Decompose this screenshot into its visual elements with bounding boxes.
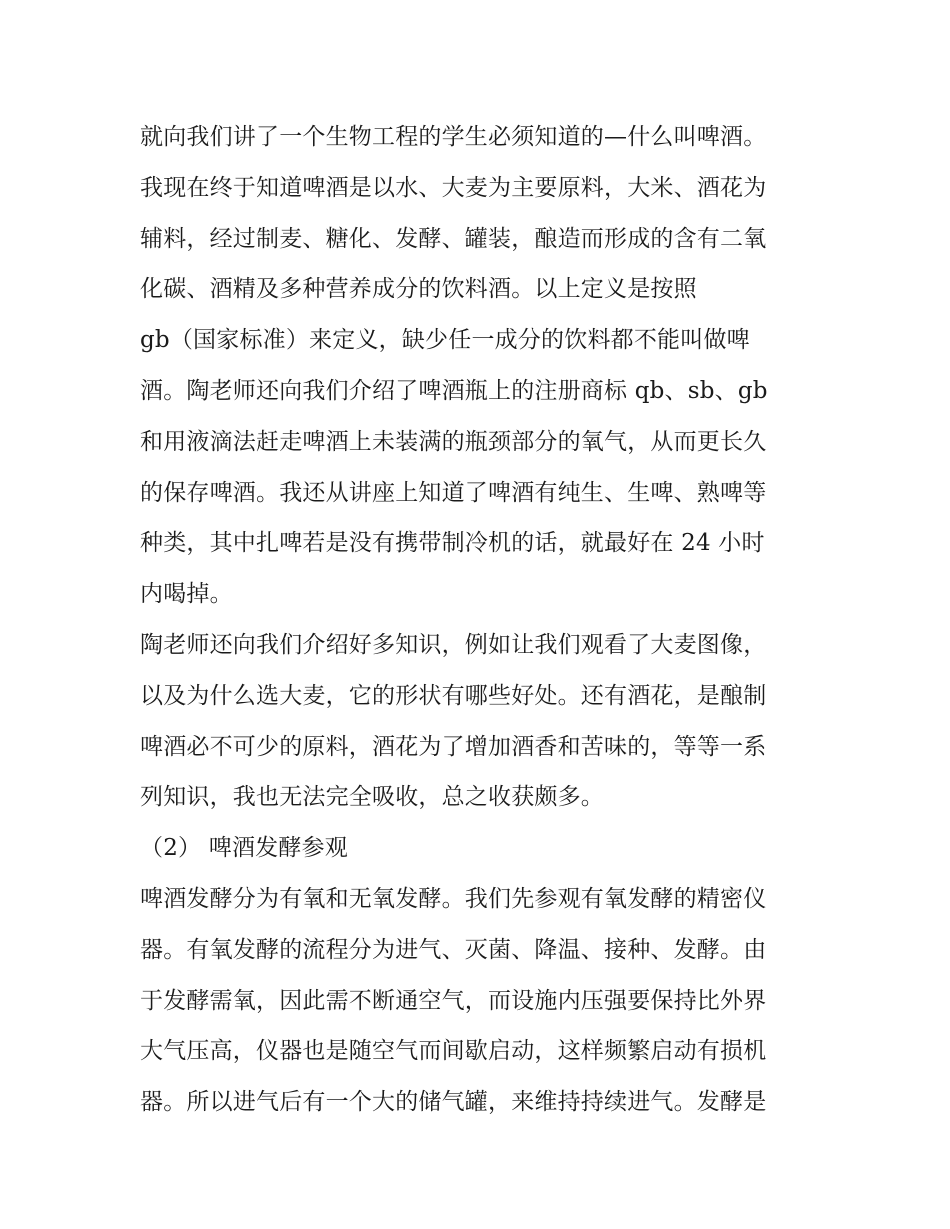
text-line: 种类，其中扎啤若是没有携带制冷机的话，就最好在 24 小时 [140, 530, 765, 557]
text-line: gb（国家标准）来定义，缺少任一成分的饮料都不能叫做啤 [140, 327, 750, 354]
text-line: 就向我们讲了一个生物工程的学生必须知道的—什么叫啤酒。 [140, 124, 767, 150]
text-line: 列知识，我也无法完全吸收，总之收获颇多。 [140, 784, 604, 811]
text-line: 于发酵需氧，因此需不断通空气，而设施内压强要保持比外界 [140, 987, 767, 1014]
text-line: 啤酒必不可少的原料，酒花为了增加酒香和苦味的，等等一系 [140, 733, 767, 760]
text-line: 酒。陶老师还向我们介绍了啤酒瓶上的注册商标 qb、sb、gb [140, 377, 768, 404]
text-line: 以及为什么选大麦，它的形状有哪些好处。还有酒花，是酿制 [140, 682, 767, 709]
text-line: 器。有氧发酵的流程分为进气、灭菌、降温、接种、发酵。由 [140, 936, 767, 963]
text-line: 大气压高，仪器也是随空气而间歇启动，这样频繁启动有损机 [140, 1038, 767, 1065]
text-line: 陶老师还向我们介绍好多知识，例如让我们观看了大麦图像， [140, 631, 767, 658]
text-line: 我现在终于知道啤酒是以水、大麦为主要原料，大米、酒花为 [140, 174, 767, 201]
text-line: 化碳、酒精及多种营养成分的饮料酒。以上定义是按照 [140, 276, 697, 303]
text-line: 辅料，经过制麦、糖化、发酵、罐装，酿造而形成的含有二氧 [140, 225, 767, 252]
section-heading: （2） 啤酒发酵参观 [140, 835, 348, 862]
text-line: 和用液滴法赶走啤酒上未装满的瓶颈部分的氧气，从而更长久 [140, 428, 767, 455]
text-line: 内喝掉。 [140, 581, 233, 608]
document-body [140, 112, 820, 1128]
text-line: 的保存啤酒。我还从讲座上知道了啤酒有纯生、生啤、熟啤等 [140, 479, 767, 506]
text-line: 啤酒发酵分为有氧和无氧发酵。我们先参观有氧发酵的精密仪 [140, 885, 767, 912]
text-line: 器。所以进气后有一个大的储气罐，来维持持续进气。发酵是 [140, 1089, 767, 1116]
